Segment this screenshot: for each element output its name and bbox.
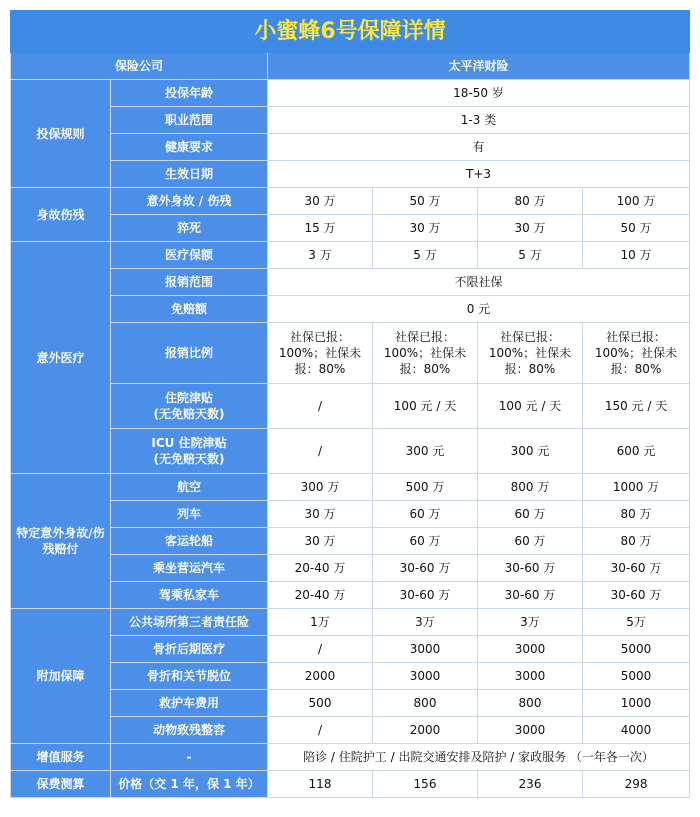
cell-reimb-scope: 不限社保 bbox=[268, 269, 690, 296]
cell-medical-amount-1: 3 万 bbox=[268, 242, 373, 269]
cell-fracture-disloc-3: 3000 bbox=[478, 663, 583, 690]
cell-accident-death-4: 100 万 bbox=[583, 188, 690, 215]
cell-age: 18-50 岁 bbox=[268, 80, 690, 107]
table-row bbox=[11, 323, 690, 384]
row-label-ship: 客运轮船 bbox=[111, 528, 268, 555]
cell-accident-death-1: 30 万 bbox=[268, 188, 373, 215]
cell-train-2: 60 万 bbox=[373, 501, 478, 528]
row-label-ambulance: 救护车费用 bbox=[111, 690, 268, 717]
row-label-train: 列车 bbox=[111, 501, 268, 528]
cell-premium-4: 298 bbox=[583, 771, 690, 798]
cell-train-3: 60 万 bbox=[478, 501, 583, 528]
row-label-hospital-allowance bbox=[111, 384, 268, 429]
row-label-fracture-disloc: 骨折和关节脱位 bbox=[111, 663, 268, 690]
cell-animal-2: 2000 bbox=[373, 717, 478, 744]
cell-animal-1: / bbox=[268, 717, 373, 744]
cell-occupation: 1-3 类 bbox=[268, 107, 690, 134]
cell-bus-1: 20-40 万 bbox=[268, 555, 373, 582]
table-row bbox=[11, 384, 690, 429]
cell-bus-3: 30-60 万 bbox=[478, 555, 583, 582]
row-label-sudden-death: 猝死 bbox=[111, 215, 268, 242]
row-label-car: 驾乘私家车 bbox=[111, 582, 268, 609]
row-label-premium: 价格（交 1 年，保 1 年） bbox=[111, 771, 268, 798]
group-price: 保费测算 bbox=[11, 771, 111, 798]
table-row bbox=[11, 80, 690, 107]
table-row bbox=[11, 296, 690, 323]
cell-air-4: 1000 万 bbox=[583, 474, 690, 501]
cell-public-liability-2: 3万 bbox=[373, 609, 478, 636]
row-label-medical-amount: 医疗保额 bbox=[111, 242, 268, 269]
cell-icu-allowance-1: / bbox=[268, 429, 373, 474]
table-row bbox=[11, 528, 690, 555]
cell-car-2: 30-60 万 bbox=[373, 582, 478, 609]
cell-ambulance-3: 800 bbox=[478, 690, 583, 717]
cell-train-1: 30 万 bbox=[268, 501, 373, 528]
row-label-deductible: 免赔额 bbox=[111, 296, 268, 323]
cell-sudden-death-3: 30 万 bbox=[478, 215, 583, 242]
cell-medical-amount-2: 5 万 bbox=[373, 242, 478, 269]
cell-premium-2: 156 bbox=[373, 771, 478, 798]
cell-reimb-ratio-3: 社保已报：100%；社保未报：80% bbox=[478, 323, 583, 384]
cell-health: 有 bbox=[268, 134, 690, 161]
cell-hospital-allowance-3: 100 元 / 天 bbox=[478, 384, 583, 429]
cell-train-4: 80 万 bbox=[583, 501, 690, 528]
cell-service: 陪诊 / 住院护工 / 出院交通安排及陪护 / 家政服务 （一年各一次） bbox=[268, 744, 690, 771]
group-medical: 意外医疗 bbox=[11, 242, 111, 474]
plan-detail-table-wrapper bbox=[10, 10, 690, 798]
cell-ship-3: 60 万 bbox=[478, 528, 583, 555]
cell-bus-4: 30-60 万 bbox=[583, 555, 690, 582]
table-row bbox=[11, 107, 690, 134]
header-insurer-label: 保险公司 bbox=[11, 53, 268, 80]
row-label-air: 航空 bbox=[111, 474, 268, 501]
cell-ambulance-1: 500 bbox=[268, 690, 373, 717]
cell-animal-4: 4000 bbox=[583, 717, 690, 744]
table-row bbox=[11, 242, 690, 269]
table-row bbox=[11, 161, 690, 188]
hospital-allowance-label: 住院津贴 bbox=[164, 391, 213, 405]
cell-icu-allowance-3: 300 元 bbox=[478, 429, 583, 474]
cell-car-4: 30-60 万 bbox=[583, 582, 690, 609]
cell-air-1: 300 万 bbox=[268, 474, 373, 501]
cell-ship-4: 80 万 bbox=[583, 528, 690, 555]
table-row bbox=[11, 474, 690, 501]
table-row bbox=[11, 771, 690, 798]
cell-public-liability-1: 1万 bbox=[268, 609, 373, 636]
table-row bbox=[11, 134, 690, 161]
cell-reimb-ratio-2: 社保已报：100%；社保未报：80% bbox=[373, 323, 478, 384]
cell-fracture-rehab-2: 3000 bbox=[373, 636, 478, 663]
cell-accident-death-3: 80 万 bbox=[478, 188, 583, 215]
row-label-health: 健康要求 bbox=[111, 134, 268, 161]
cell-sudden-death-2: 30 万 bbox=[373, 215, 478, 242]
title-row bbox=[11, 11, 690, 53]
row-label-reimb-ratio: 报销比例 bbox=[111, 323, 268, 384]
table-row bbox=[11, 663, 690, 690]
group-extra: 附加保障 bbox=[11, 609, 111, 744]
table-row bbox=[11, 690, 690, 717]
icu-allowance-label: ICU 住院津贴 bbox=[151, 436, 227, 450]
cell-medical-amount-4: 10 万 bbox=[583, 242, 690, 269]
cell-premium-3: 236 bbox=[478, 771, 583, 798]
table-row bbox=[11, 501, 690, 528]
cell-public-liability-3: 3万 bbox=[478, 609, 583, 636]
table-row bbox=[11, 215, 690, 242]
cell-fracture-rehab-1: / bbox=[268, 636, 373, 663]
cell-reimb-ratio-4: 社保已报：100%；社保未报：80% bbox=[583, 323, 690, 384]
cell-hospital-allowance-1: / bbox=[268, 384, 373, 429]
group-value: 增值服务 bbox=[11, 744, 111, 771]
row-label-occupation: 职业范围 bbox=[111, 107, 268, 134]
table-row bbox=[11, 269, 690, 296]
group-basic: 投保规则 bbox=[11, 80, 111, 188]
cell-sudden-death-4: 50 万 bbox=[583, 215, 690, 242]
header-row bbox=[11, 53, 690, 80]
table-row bbox=[11, 555, 690, 582]
row-label-accident-death: 意外身故 / 伤残 bbox=[111, 188, 268, 215]
table-row bbox=[11, 582, 690, 609]
table-row bbox=[11, 717, 690, 744]
cell-hospital-allowance-2: 100 元 / 天 bbox=[373, 384, 478, 429]
row-label-age: 投保年龄 bbox=[111, 80, 268, 107]
header-insurer-value: 太平洋财险 bbox=[268, 53, 690, 80]
cell-public-liability-4: 5万 bbox=[583, 609, 690, 636]
cell-sudden-death-1: 15 万 bbox=[268, 215, 373, 242]
row-label-effective: 生效日期 bbox=[111, 161, 268, 188]
row-label-fracture-rehab: 骨折后期医疗 bbox=[111, 636, 268, 663]
cell-car-1: 20-40 万 bbox=[268, 582, 373, 609]
row-label-bus: 乘坐营运汽车 bbox=[111, 555, 268, 582]
cell-icu-allowance-4: 600 元 bbox=[583, 429, 690, 474]
row-label-reimb-scope: 报销范围 bbox=[111, 269, 268, 296]
table-row bbox=[11, 609, 690, 636]
cell-reimb-ratio-1: 社保已报：100%；社保未报：80% bbox=[268, 323, 373, 384]
cell-icu-allowance-2: 300 元 bbox=[373, 429, 478, 474]
cell-air-2: 500 万 bbox=[373, 474, 478, 501]
cell-fracture-disloc-4: 5000 bbox=[583, 663, 690, 690]
row-label-public-liability: 公共场所第三者责任险 bbox=[111, 609, 268, 636]
cell-accident-death-2: 50 万 bbox=[373, 188, 478, 215]
icu-allowance-note: (无免赔天数) bbox=[153, 452, 225, 466]
cell-hospital-allowance-4: 150 元 / 天 bbox=[583, 384, 690, 429]
cell-air-3: 800 万 bbox=[478, 474, 583, 501]
table-row bbox=[11, 744, 690, 771]
table-row bbox=[11, 188, 690, 215]
cell-animal-3: 3000 bbox=[478, 717, 583, 744]
table-row bbox=[11, 636, 690, 663]
row-label-service: - bbox=[111, 744, 268, 771]
plan-detail-table bbox=[10, 10, 690, 798]
cell-car-3: 30-60 万 bbox=[478, 582, 583, 609]
cell-fracture-rehab-3: 3000 bbox=[478, 636, 583, 663]
cell-premium-1: 118 bbox=[268, 771, 373, 798]
cell-bus-2: 30-60 万 bbox=[373, 555, 478, 582]
cell-ambulance-4: 1000 bbox=[583, 690, 690, 717]
row-label-icu-allowance bbox=[111, 429, 268, 474]
cell-deductible: 0 元 bbox=[268, 296, 690, 323]
cell-fracture-disloc-2: 3000 bbox=[373, 663, 478, 690]
cell-fracture-rehab-4: 5000 bbox=[583, 636, 690, 663]
cell-ambulance-2: 800 bbox=[373, 690, 478, 717]
cell-fracture-disloc-1: 2000 bbox=[268, 663, 373, 690]
cell-effective: T+3 bbox=[268, 161, 690, 188]
cell-ship-2: 60 万 bbox=[373, 528, 478, 555]
page-title: 小蜜蜂6号保障详情 bbox=[11, 11, 690, 53]
hospital-allowance-note: (无免赔天数) bbox=[153, 407, 225, 421]
group-death: 身故伤残 bbox=[11, 188, 111, 242]
cell-ship-1: 30 万 bbox=[268, 528, 373, 555]
row-label-animal: 动物致残整容 bbox=[111, 717, 268, 744]
group-transport: 特定意外身故/伤残赔付 bbox=[11, 474, 111, 609]
cell-medical-amount-3: 5 万 bbox=[478, 242, 583, 269]
table-row bbox=[11, 429, 690, 474]
